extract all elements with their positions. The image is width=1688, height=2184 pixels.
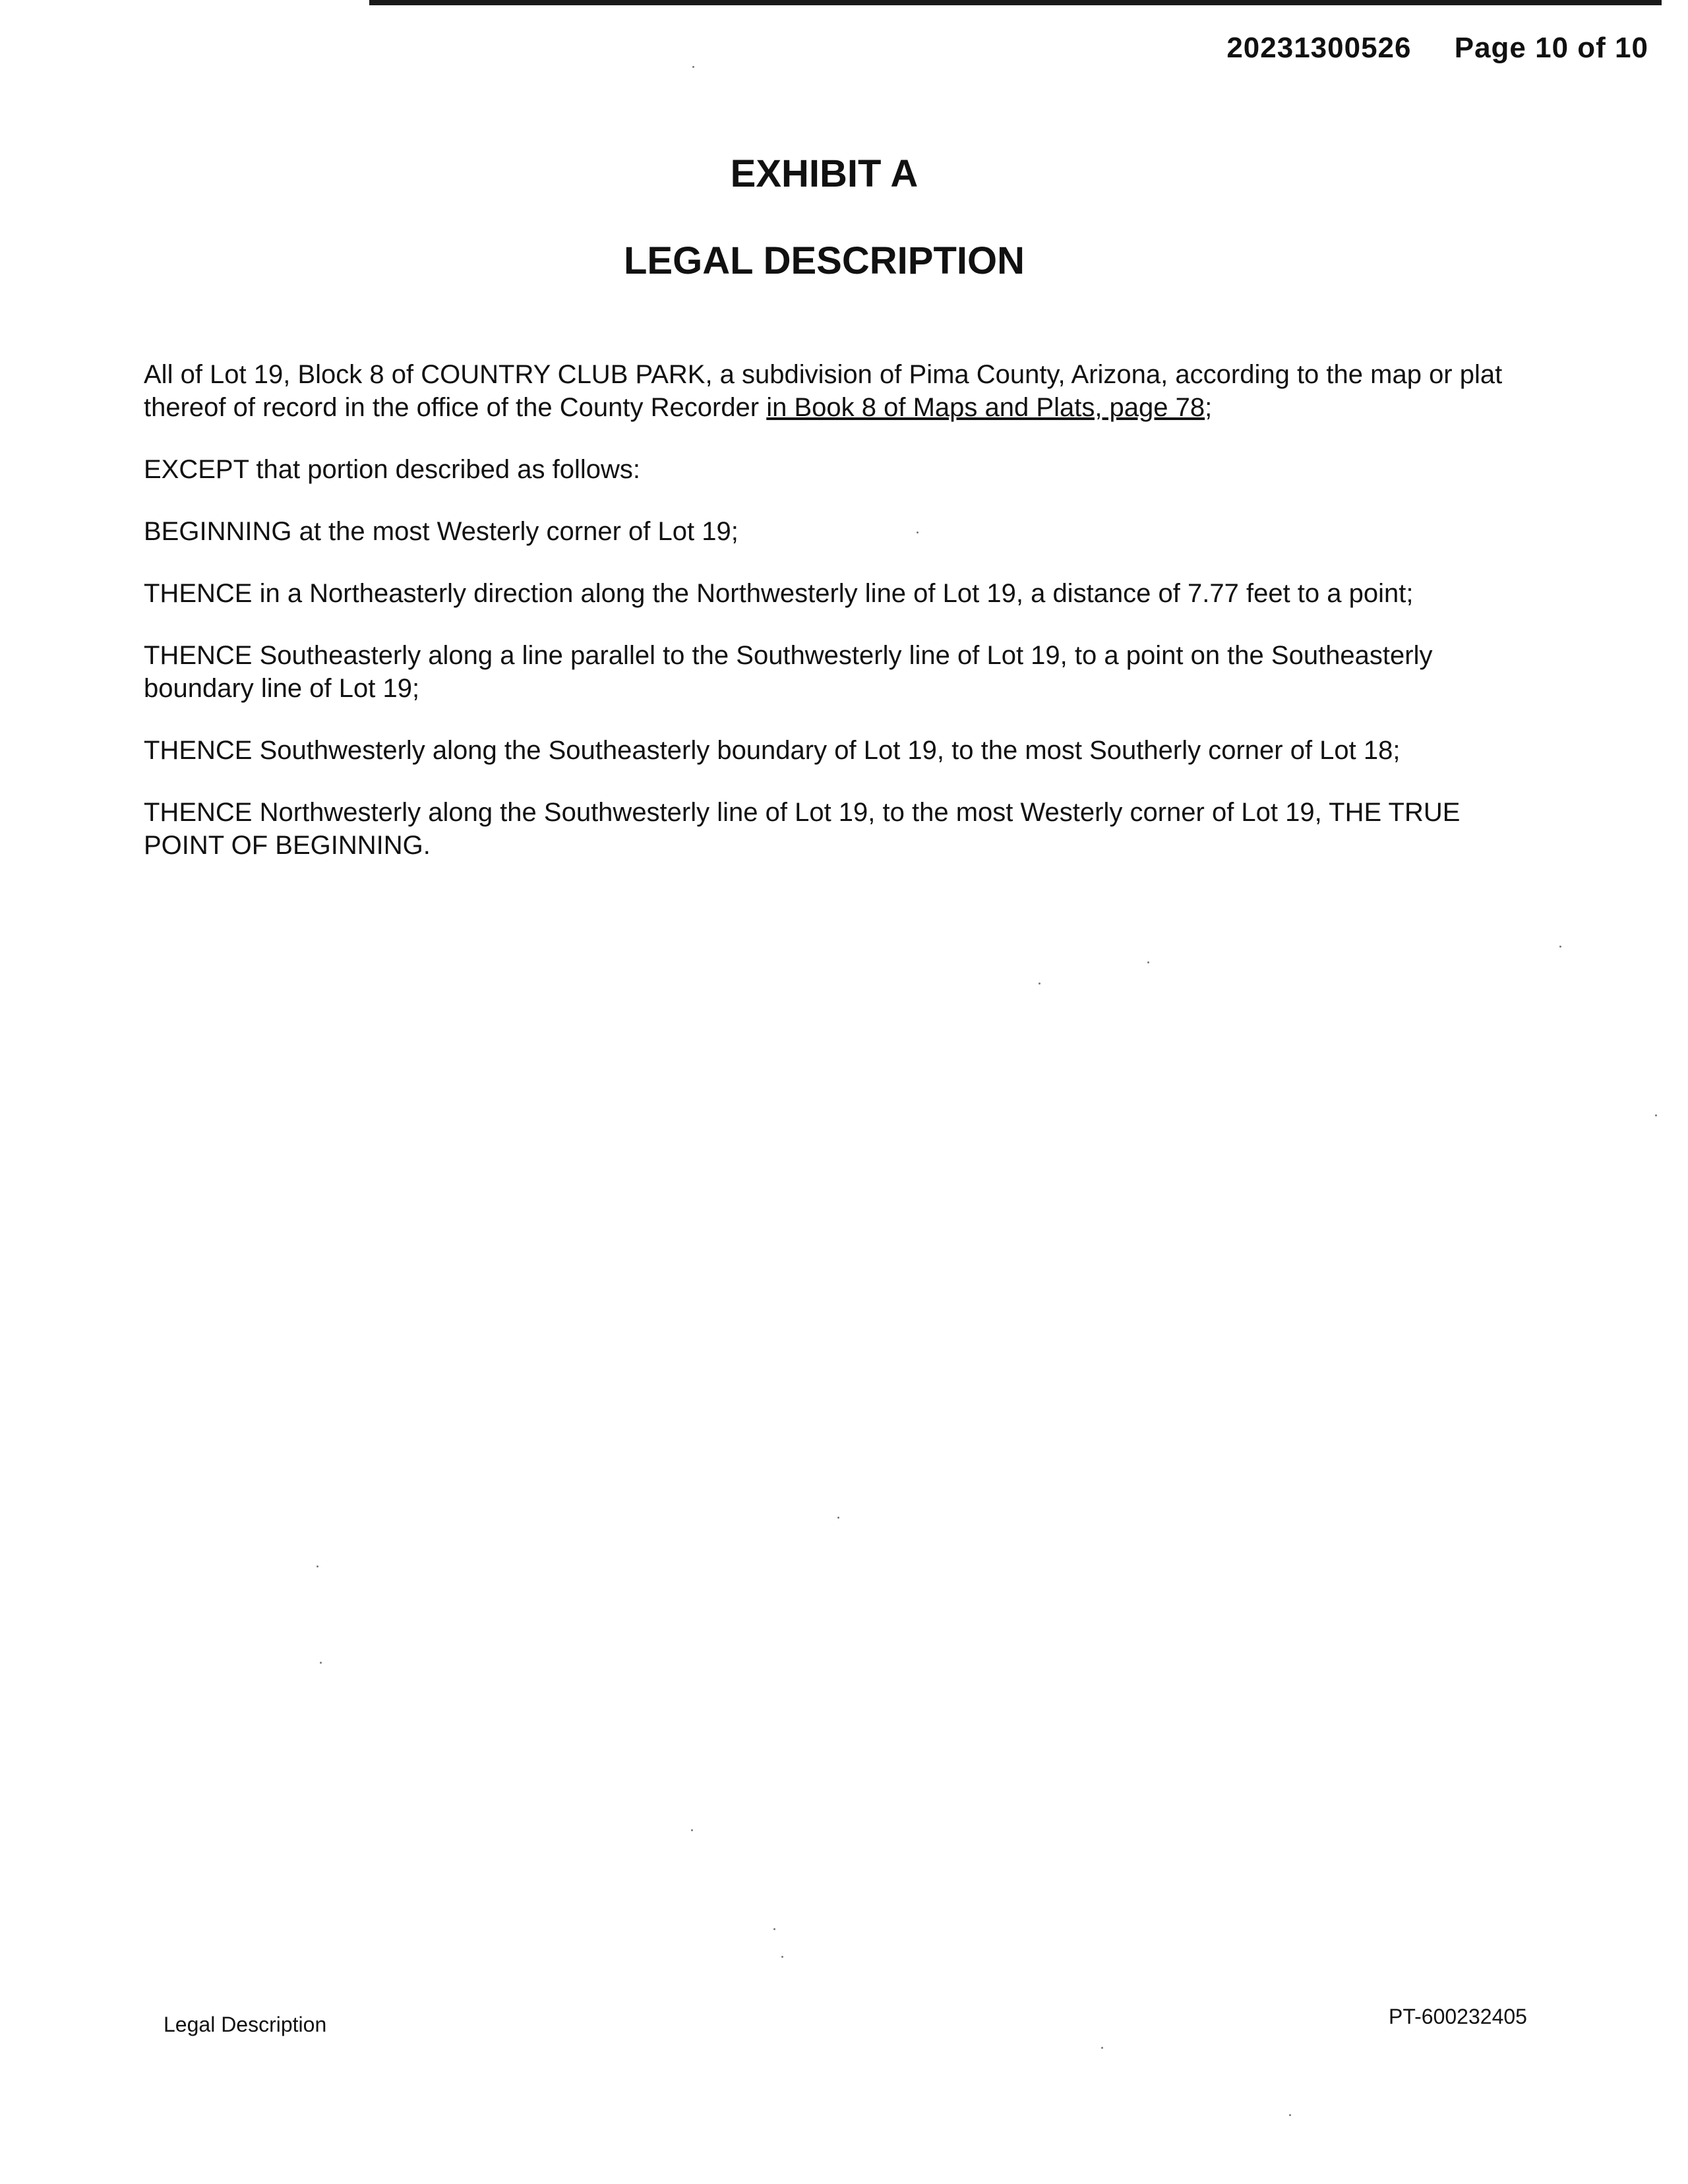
scan-speck [320,1662,322,1664]
top-rule [369,0,1662,5]
paragraph-thence-southeasterly: THENCE Southeasterly along a line parallel to the Southwesterly line of Lot 19, to a point on the Southeasterly boundary line of Lot 19; [144,641,1433,703]
scan-speck [781,1956,783,1958]
lot-description-text: All of Lot 19, Block 8 of COUNTRY CLUB PARK, a subdivision of Pima County, Arizona, according to the map or plat thereof of record in the office of the County Recorder [144,360,1503,422]
document-number: 20231300526 [1226,32,1412,64]
page-indicator: Page 10 of 10 [1454,32,1648,64]
paragraph-thence-southwesterly: THENCE Southwesterly along the Southeasterly boundary of Lot 19, to the most Southerly corner of Lot 18; [144,736,1401,765]
scan-speck [1039,983,1040,985]
legal-description-body [144,358,1542,891]
scan-speck [917,531,919,533]
lot-description-end: ; [1205,393,1213,422]
exhibit-title: EXHIBIT A [730,152,919,195]
paragraph-thence-northeasterly: THENCE in a Northeasterly direction along the Northwesterly line of Lot 19, a distance of 7.77 feet to a point; [144,579,1414,608]
scan-speck [1559,946,1561,948]
plat-reference: in Book 8 of Maps and Plats, page 78 [766,393,1205,422]
footer-label: Legal Description [164,2013,327,2036]
scan-speck [316,1565,318,1567]
scan-speck [773,1928,775,1930]
paragraph-lot-description [144,358,1542,424]
scan-speck [692,66,694,68]
scan-speck [1655,1114,1657,1116]
document-header [1226,32,1648,65]
scan-speck [837,1517,839,1519]
scan-speck [1289,2114,1291,2116]
scan-speck [1101,2047,1103,2049]
footer-reference: PT-600232405 [1389,2005,1527,2028]
scan-speck [691,1829,693,1831]
section-title: LEGAL DESCRIPTION [624,239,1025,282]
paragraph-beginning: BEGINNING at the most Westerly corner of Lot 19; [144,517,738,546]
paragraph-except: EXCEPT that portion described as follows: [144,455,640,484]
scan-speck [1147,961,1149,963]
paragraph-thence-northwesterly: THENCE Northwesterly along the Southwesterly line of Lot 19, to the most Westerly corner of Lot 19, THE TRUE POINT OF BEGINNING. [144,798,1461,860]
